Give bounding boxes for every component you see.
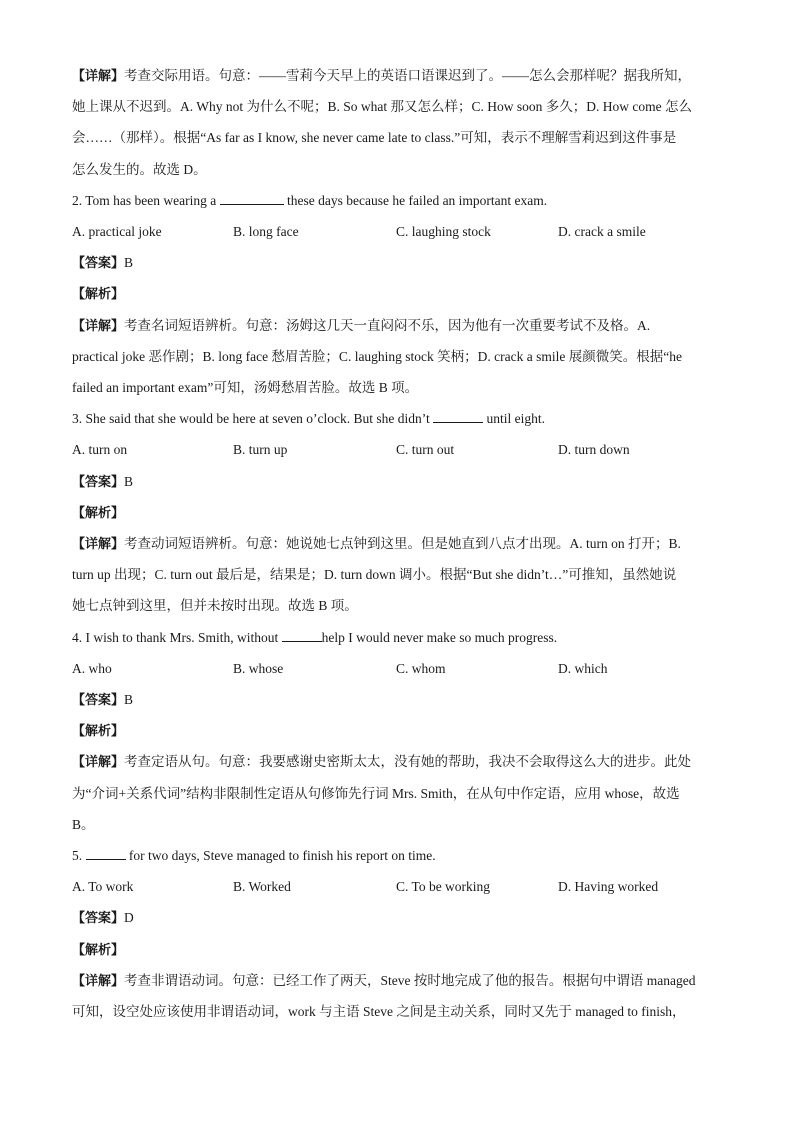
paragraph-line: 可知，设空处应该使用非谓语动词，work 与主语 Steve 之间是主动关系，同时又先于 managed to finish， (72, 1004, 686, 1019)
answer-label: 【答案】 (72, 256, 125, 271)
explanation-label: 【详解】 (72, 755, 125, 770)
paragraph-line (72, 67, 732, 86)
paragraph-line (72, 473, 732, 492)
paragraph-line: 怎么发生的。故选 D。 (72, 162, 207, 177)
explanation-label: 【详解】 (72, 69, 125, 84)
explanation-text: 考查定语从句。句意：我要感谢史密斯太太，没有她的帮助，我决不会取得这么大的进步。此处 (124, 754, 692, 769)
question-text-after: until eight. (483, 411, 546, 426)
option-d: D. which (558, 661, 608, 676)
explanation-text: 考查动词短语辨析。句意：她说她七点钟到这里。但是她直到八点才出现。A. turn on 打开；B. (124, 536, 681, 551)
paragraph-line: turn up 出现；C. turn out 最后是，结果是；D. turn down 调小。根据“But she didn’t…”可推知，虽然她说 (72, 567, 677, 582)
paragraph-line: 会……（那样）。根据“As far as I know, she never came late to class.”可知，表示不理解雪莉迟到这件事是 (72, 130, 677, 145)
question-text-after: these days because he failed an important exam. (283, 193, 548, 208)
question-stem (72, 847, 732, 865)
paragraph-line: failed an important exam”可知，汤姆愁眉苦脸。故选 B 项。 (72, 380, 419, 395)
paragraph-line (72, 753, 732, 772)
analysis-label: 【解析】 (72, 287, 125, 302)
question-text-before: 5. (72, 848, 86, 863)
paragraph-line (72, 972, 732, 991)
explanation-label: 【详解】 (72, 974, 125, 989)
option-d: D. crack a smile (558, 224, 646, 239)
analysis-label: 【解析】 (72, 506, 125, 521)
answer-label: 【答案】 (72, 693, 125, 708)
option-d: D. Having worked (558, 879, 659, 894)
paragraph-line (72, 722, 732, 741)
option-b: B. Worked (233, 879, 291, 894)
explanation-text: 考查名词短语辨析。句意：汤姆这几天一直闷闷不乐，因为他有一次重要考试不及格。A. (124, 318, 651, 333)
paragraph-line: 她上课从不迟到。A. Why not 为什么不呢；B. So what 那又怎么样；C. How soon 多久；D. How come 怎么 (72, 99, 692, 114)
paragraph-line (72, 691, 732, 710)
option-b: B. turn up (233, 442, 288, 457)
question-stem (72, 192, 732, 210)
option-b: B. long face (233, 224, 299, 239)
question-stem (72, 629, 732, 647)
option-a: A. turn on (72, 442, 128, 457)
option-b: B. whose (233, 661, 284, 676)
answer-value: B (124, 255, 134, 270)
answer-blank (220, 192, 284, 205)
paragraph-line: practical joke 恶作剧；B. long face 愁眉苦脸；C. laughing stock 笑柄；D. crack a smile 展颜微笑。根据“he (72, 349, 682, 364)
paragraph-line (72, 317, 732, 336)
answer-value: B (124, 474, 134, 489)
option-a: A. To work (72, 879, 134, 894)
option-c: C. turn out (396, 442, 455, 457)
explanation-text: 考查交际用语。句意：——雪莉今天早上的英语口语课迟到了。——怎么会那样呢？据我所知， (124, 68, 692, 83)
analysis-label: 【解析】 (72, 724, 125, 739)
question-text-after: for two days, Steve managed to finish his report on time. (125, 848, 436, 863)
paragraph-line (72, 535, 732, 554)
paragraph-line (72, 941, 732, 960)
answer-blank (86, 847, 126, 860)
paragraph-line (72, 909, 732, 928)
answer-value: B (124, 692, 134, 707)
explanation-text: 考查非谓语动词。句意：已经工作了两天，Steve 按时地完成了他的报告。根据句中谓语 managed (124, 973, 696, 988)
paragraph-line: 为“介词+关系代词”结构非限制性定语从句修饰先行词 Mrs. Smith，在从句中作定语，应用 whose，故选 (72, 786, 680, 801)
explanation-label: 【详解】 (72, 319, 125, 334)
option-a: A. who (72, 661, 112, 676)
option-a: A. practical joke (72, 224, 162, 239)
answer-blank (282, 629, 322, 642)
question-text-before: 3. She said that she would be here at seven o’clock. But she didn’t (72, 411, 434, 426)
option-c: C. To be working (396, 879, 491, 894)
paragraph-line: B。 (72, 817, 95, 832)
paragraph-line: 她七点钟到这里，但并未按时出现。故选 B 项。 (72, 598, 358, 613)
paragraph-line (72, 504, 732, 523)
explanation-label: 【详解】 (72, 537, 125, 552)
analysis-label: 【解析】 (72, 943, 125, 958)
answer-blank (433, 410, 483, 423)
option-d: D. turn down (558, 442, 630, 457)
question-text-before: 2. Tom has been wearing a (72, 193, 220, 208)
paragraph-line (72, 254, 732, 273)
question-stem (72, 410, 732, 428)
answer-value: D (124, 910, 134, 925)
answer-label: 【答案】 (72, 911, 125, 926)
option-c: C. laughing stock (396, 224, 491, 239)
answer-label: 【答案】 (72, 475, 125, 490)
question-text-after: help I would never make so much progress. (321, 630, 558, 645)
paragraph-line (72, 285, 732, 304)
question-text-before: 4. I wish to thank Mrs. Smith, without (72, 630, 282, 645)
option-c: C. whom (396, 661, 446, 676)
